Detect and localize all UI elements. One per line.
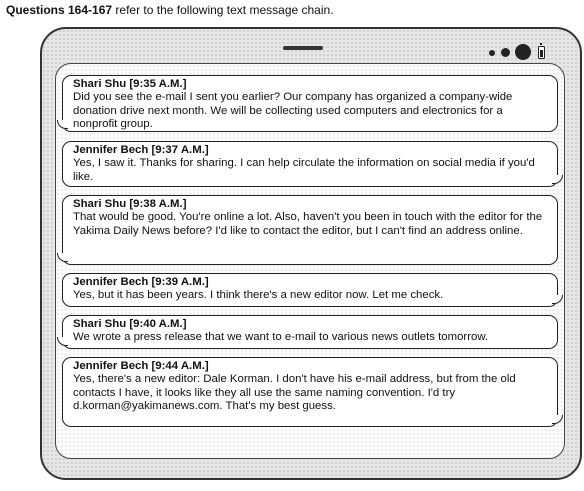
message-bubble xyxy=(62,141,558,187)
speaker-slot-icon xyxy=(283,46,323,50)
message-bubble xyxy=(62,195,558,265)
message-sender: Shari Shu [9:40 A.M.] xyxy=(73,318,187,330)
message-text: Yes, I saw it. Thanks for sharing. I can help circulate the information on social media if you'd like. xyxy=(73,157,535,183)
instructions-line xyxy=(6,3,334,18)
message-bubble xyxy=(62,75,558,132)
phone-frame xyxy=(40,27,582,480)
instruction-text: refer to the following text message chain. xyxy=(115,3,334,17)
bubble-tail xyxy=(552,415,563,424)
message-bubble xyxy=(62,315,558,349)
message-text: Yes, there's a new editor: Dale Korman. I don't have his e-mail address, but from the old contacts I have, it looks like they all use the same naming convention. I'd try d.korman@yakimanews.com. That's my best guess. xyxy=(73,373,516,413)
bubble-tail xyxy=(57,253,68,262)
message-sender: Jennifer Bech [9:37 A.M.] xyxy=(73,144,209,156)
bubble-tail xyxy=(57,337,68,346)
status-dot-small-icon xyxy=(489,50,495,56)
message-text: Did you see the e-mail I sent you earlier? Our company has organized a company-wide donation drive next month. We will be collecting used computers and electronics for a nonprofit group. xyxy=(73,91,513,131)
bubble-tail xyxy=(552,175,563,184)
bubble-tail xyxy=(552,295,563,304)
message-sender: Shari Shu [9:35 A.M.] xyxy=(73,78,187,90)
question-range: Questions 164-167 xyxy=(6,3,113,17)
message-text: We wrote a press release that we want to e-mail to various news outlets tomorrow. xyxy=(73,331,489,344)
phone-screen xyxy=(55,63,565,459)
status-dot-medium-icon xyxy=(501,48,510,57)
message-bubble xyxy=(62,357,558,427)
message-sender: Shari Shu [9:38 A.M.] xyxy=(73,198,187,210)
battery-icon xyxy=(538,46,545,59)
bubble-tail xyxy=(57,120,68,129)
message-text: That would be good. You're online a lot. Also, haven't you been in touch with the editor for the Yakima Daily News before? I'd like to contact the editor, but I can't find an address online. xyxy=(73,211,543,237)
camera-dot-icon xyxy=(515,44,531,60)
message-bubble xyxy=(62,273,558,307)
message-text: Yes, but it has been years. I think there's a new editor now. Let me check. xyxy=(73,289,444,302)
message-sender: Jennifer Bech [9:39 A.M.] xyxy=(73,276,209,288)
message-sender: Jennifer Bech [9:44 A.M.] xyxy=(73,360,209,372)
